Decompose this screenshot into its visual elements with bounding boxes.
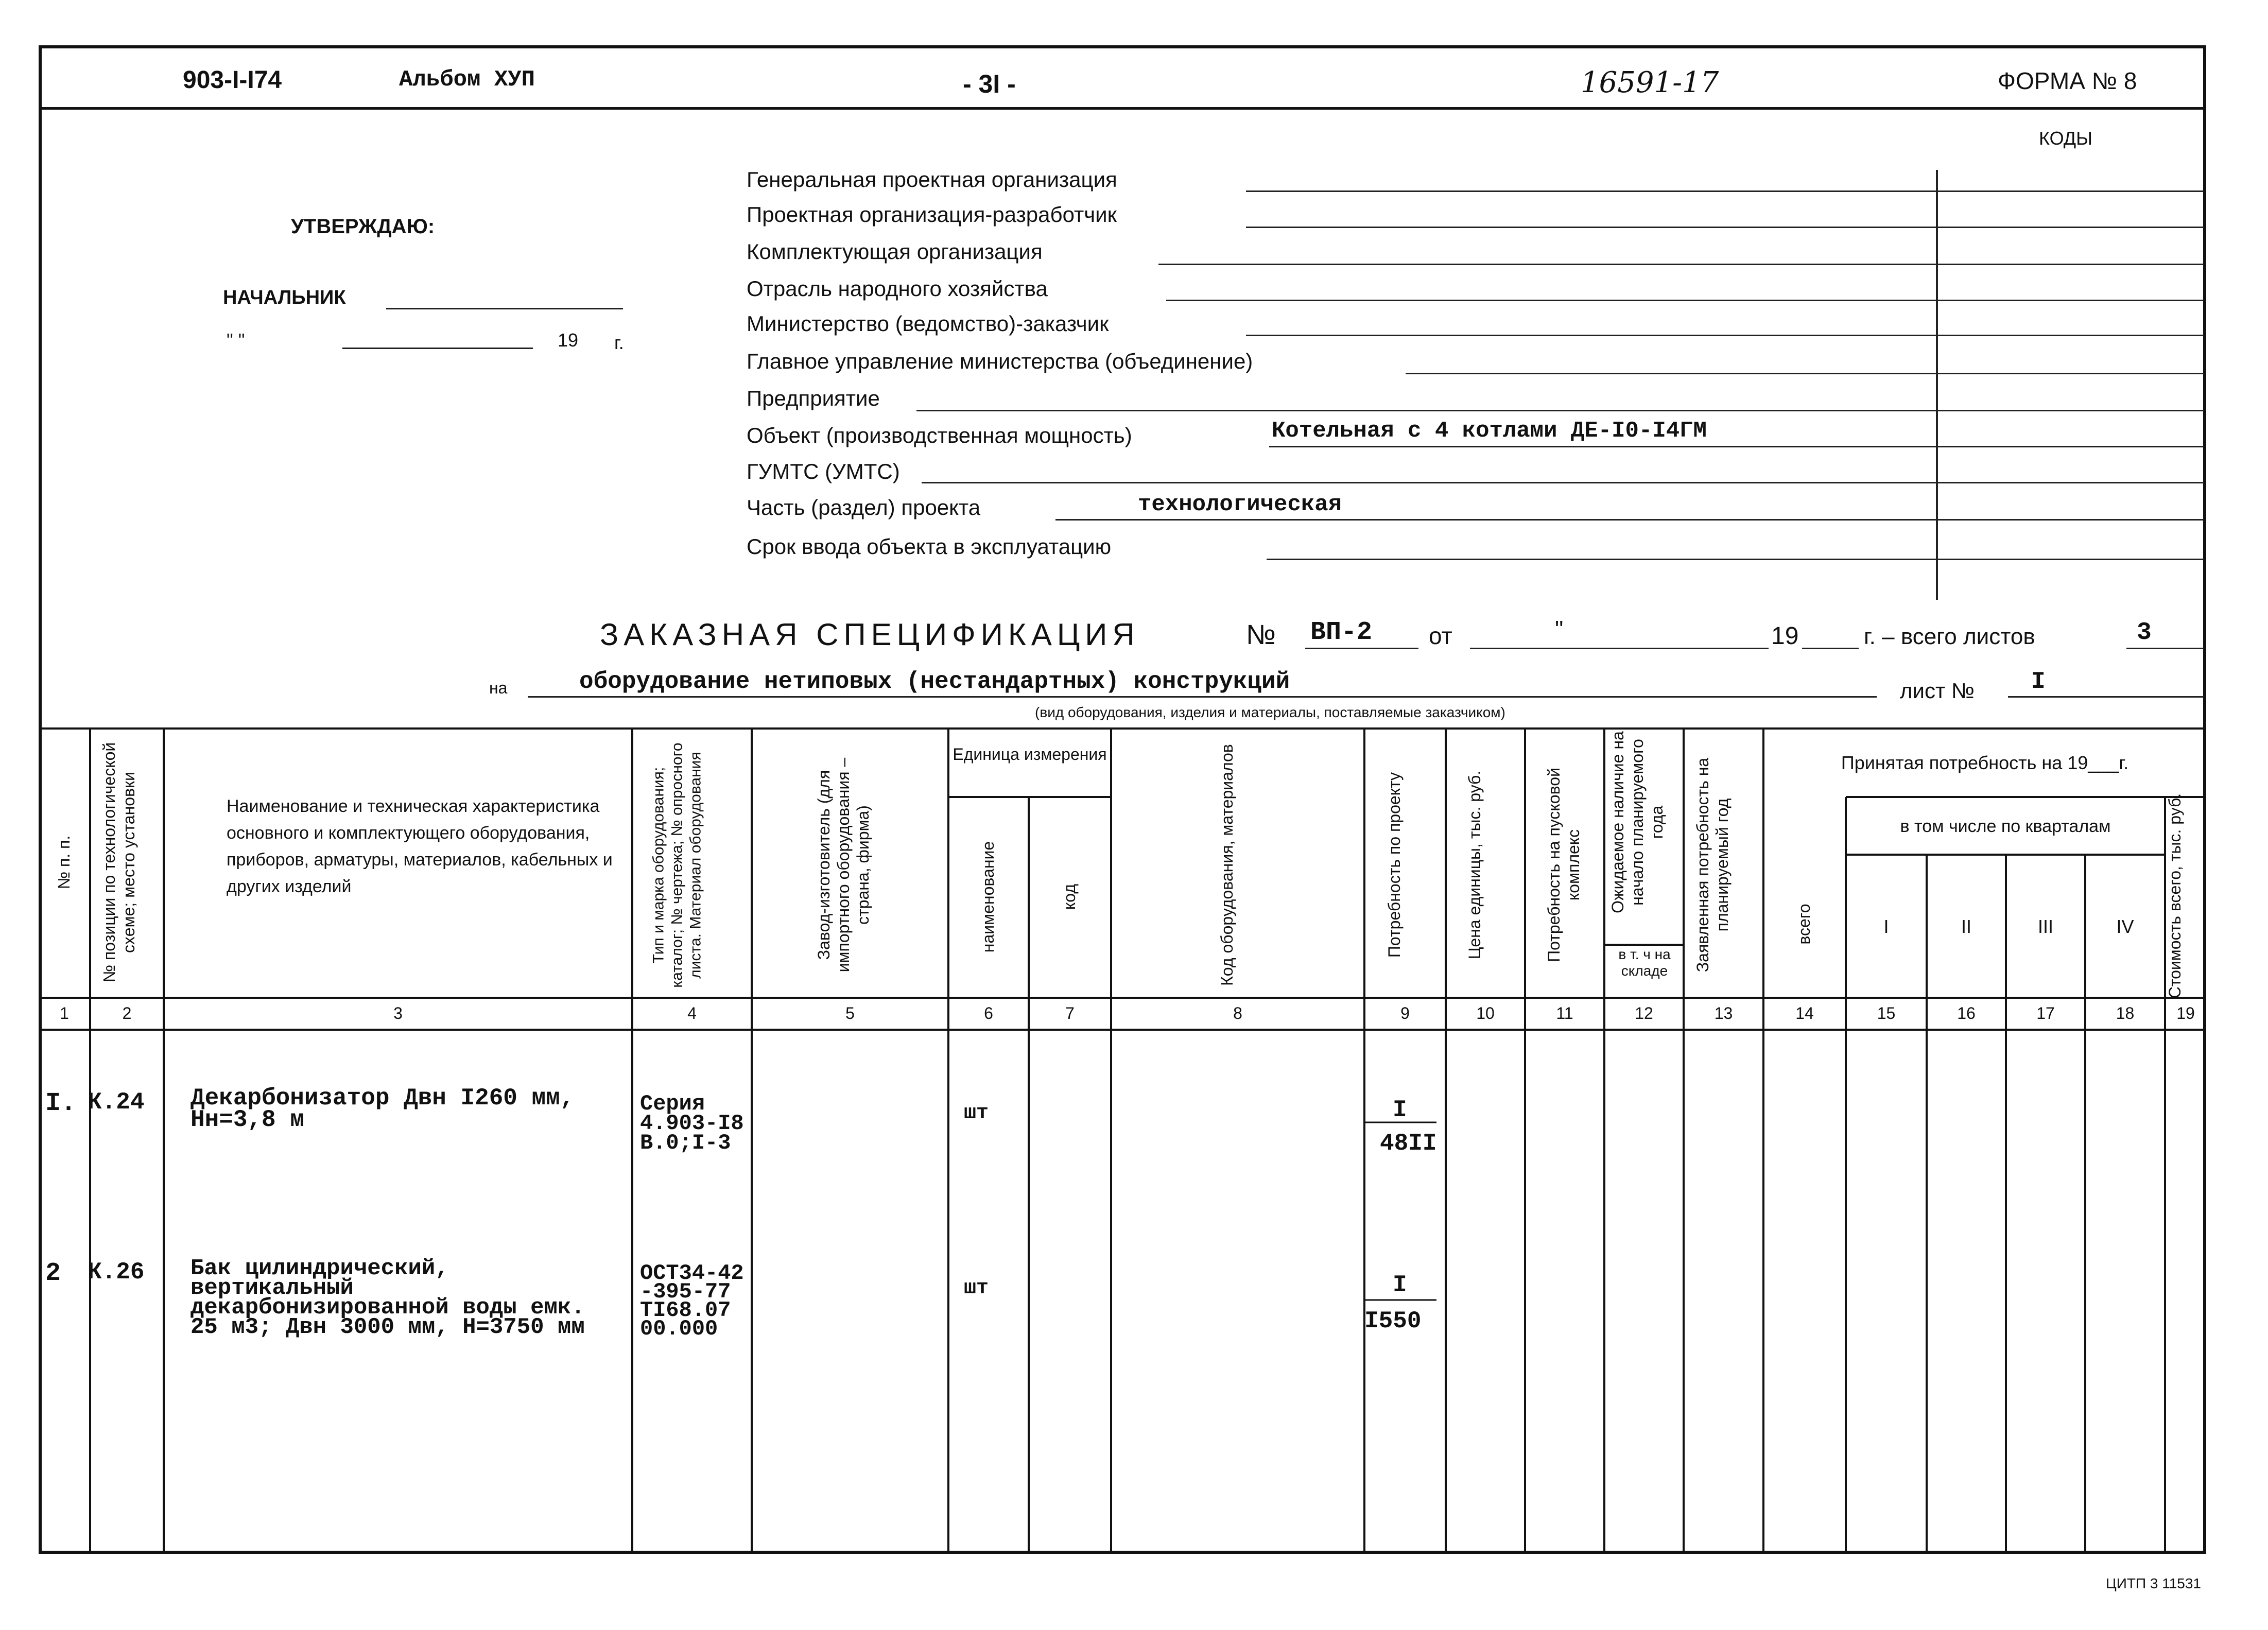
spec-year: 19 <box>1771 622 1799 650</box>
spec-sheet-number: I <box>2031 668 2046 695</box>
header-expected-stock: Ожидаемое наличие на начало планируемого года <box>1608 731 1666 913</box>
spec-on-label: на <box>489 679 508 697</box>
row-qty: I <box>1393 1097 1407 1123</box>
approval-year-suffix: г. <box>614 332 624 353</box>
header-declared-need: Заявленная потребность на планируемый год <box>1693 757 1732 973</box>
spec-title: ЗАКАЗНАЯ СПЕЦИФИКАЦИЯ <box>600 617 1140 652</box>
column-number: 16 <box>1957 1004 1976 1022</box>
column-number: 17 <box>2036 1004 2055 1022</box>
column-number: 2 <box>122 1004 132 1022</box>
row-num: 2 <box>45 1259 61 1288</box>
header-q4: IV <box>2116 916 2134 937</box>
header-unit-price: Цена единицы, тыс. руб. <box>1465 770 1484 960</box>
column-number: 8 <box>1233 1004 1242 1022</box>
column-number: 5 <box>845 1004 855 1022</box>
row-type: Серия 4.903-I8 В.0;I-3 <box>640 1091 744 1155</box>
row-qty: I <box>1393 1272 1407 1298</box>
header-accepted-need-group: Принятая потребность на 19___г. <box>1841 752 2129 773</box>
approve-label: УТВЕРЖДАЮ: <box>291 215 435 238</box>
header-num: № п. п. <box>55 835 73 890</box>
column-number: 19 <box>2176 1004 2195 1022</box>
header-need-by-project: Потребность по проекту <box>1385 772 1404 958</box>
header-unit-code: код <box>1060 883 1079 910</box>
page-number: - 3I - <box>963 70 1016 98</box>
codes-label: КОДЫ <box>2039 128 2093 149</box>
row-unit: шт <box>964 1277 989 1300</box>
spec-number-label: № <box>1246 619 1276 650</box>
column-number: 12 <box>1635 1004 1653 1022</box>
header-q1: I <box>1883 916 1889 937</box>
header-q3: III <box>2037 916 2053 937</box>
header-quarters-group: в том числе по кварталам <box>1900 817 2111 836</box>
column-number: 14 <box>1795 1004 1814 1022</box>
spec-sheet-label: лист № <box>1900 679 1975 703</box>
chief-label: НАЧАЛЬНИК <box>223 287 346 308</box>
column-number: 18 <box>2116 1004 2135 1022</box>
row-num: I. <box>45 1089 77 1118</box>
spec-number-value: ВП-2 <box>1310 618 1373 647</box>
approval-year: 19 <box>558 330 579 351</box>
row-position: К.26 <box>88 1259 145 1286</box>
column-number: 6 <box>984 1004 993 1022</box>
row-name: Декарбонизатор Двн I260 мм, Нн=3,8 м <box>191 1085 575 1133</box>
header-name: Наименование и техническая характеристика основного и комплектующего оборудования, приборов, арматуры, материалов, кабельных и других изделий <box>227 796 613 896</box>
header-type: Тип и марка оборудования; каталог; № чертежа; № опросного листа. Материал оборудования <box>650 742 704 988</box>
album-label: Альбом ХУП <box>399 67 535 93</box>
column-number: 3 <box>393 1004 403 1022</box>
form-label: ФОРМА № 8 <box>1998 67 2137 94</box>
row-name: Бак цилиндрический, вертикальный декарбонизированной воды емк. 25 м3; Двн 3000 мм, Н=3750 мм <box>191 1256 585 1340</box>
header-in-warehouse: в т. ч на складе <box>1618 946 1671 979</box>
header-equipment-code: Код оборудования, материалов <box>1218 744 1236 986</box>
spec-subject: оборудование нетиповых (нестандартных) конструкций <box>579 668 1290 695</box>
spec-sheets-total: 3 <box>2137 619 2152 647</box>
object-value: Котельная с 4 котлами ДЕ-I0-I4ГМ <box>1272 418 1707 444</box>
row-price: I550 <box>1364 1308 1422 1334</box>
header-startup-need: Потребность на пусковой комплекс <box>1545 768 1583 962</box>
header-unit-group: Единица измерения <box>953 745 1107 764</box>
column-number: 1 <box>60 1004 69 1022</box>
row-position: К.24 <box>88 1089 145 1116</box>
column-number: 11 <box>1556 1004 1573 1022</box>
row-unit: шт <box>964 1102 989 1125</box>
column-number: 4 <box>687 1004 697 1022</box>
header-q2: II <box>1961 916 1971 937</box>
spec-year-suffix: г. – всего листов <box>1864 624 2035 649</box>
spec-quote-mark: " <box>1555 616 1564 643</box>
date-quote: " " <box>227 330 245 351</box>
column-number: 15 <box>1877 1004 1896 1022</box>
spec-subject-note: (вид оборудования, изделия и материалы, поставляемые заказчиком) <box>1035 704 1505 720</box>
column-number: 10 <box>1476 1004 1495 1022</box>
column-number: 13 <box>1714 1004 1733 1022</box>
header-total: всего <box>1795 904 1813 945</box>
column-number: 7 <box>1065 1004 1075 1022</box>
spec-from-label: от <box>1429 622 1452 649</box>
row-type: ОСТ34-42-395-77 ТI68.07 00.000 <box>640 1261 744 1341</box>
header-total-cost: Стоимость всего, тыс. руб. <box>2166 793 2184 999</box>
header-manufacturer: Завод-изготовитель (для импортного оборудования –страна, фирма) <box>815 757 872 973</box>
handwritten-code: 16591-17 <box>1581 66 1719 99</box>
column-number: 9 <box>1400 1004 1410 1022</box>
header-position: № позиции по технологической схеме; место установки <box>100 742 138 983</box>
header-unit-name: наименование <box>979 841 997 953</box>
project-code: 903-I-I74 <box>183 66 282 94</box>
footer-stamp: ЦИТП 3 11531 <box>2106 1575 2201 1591</box>
row-price: 48II <box>1380 1130 1437 1157</box>
project-part-value: технологическая <box>1138 492 1342 517</box>
